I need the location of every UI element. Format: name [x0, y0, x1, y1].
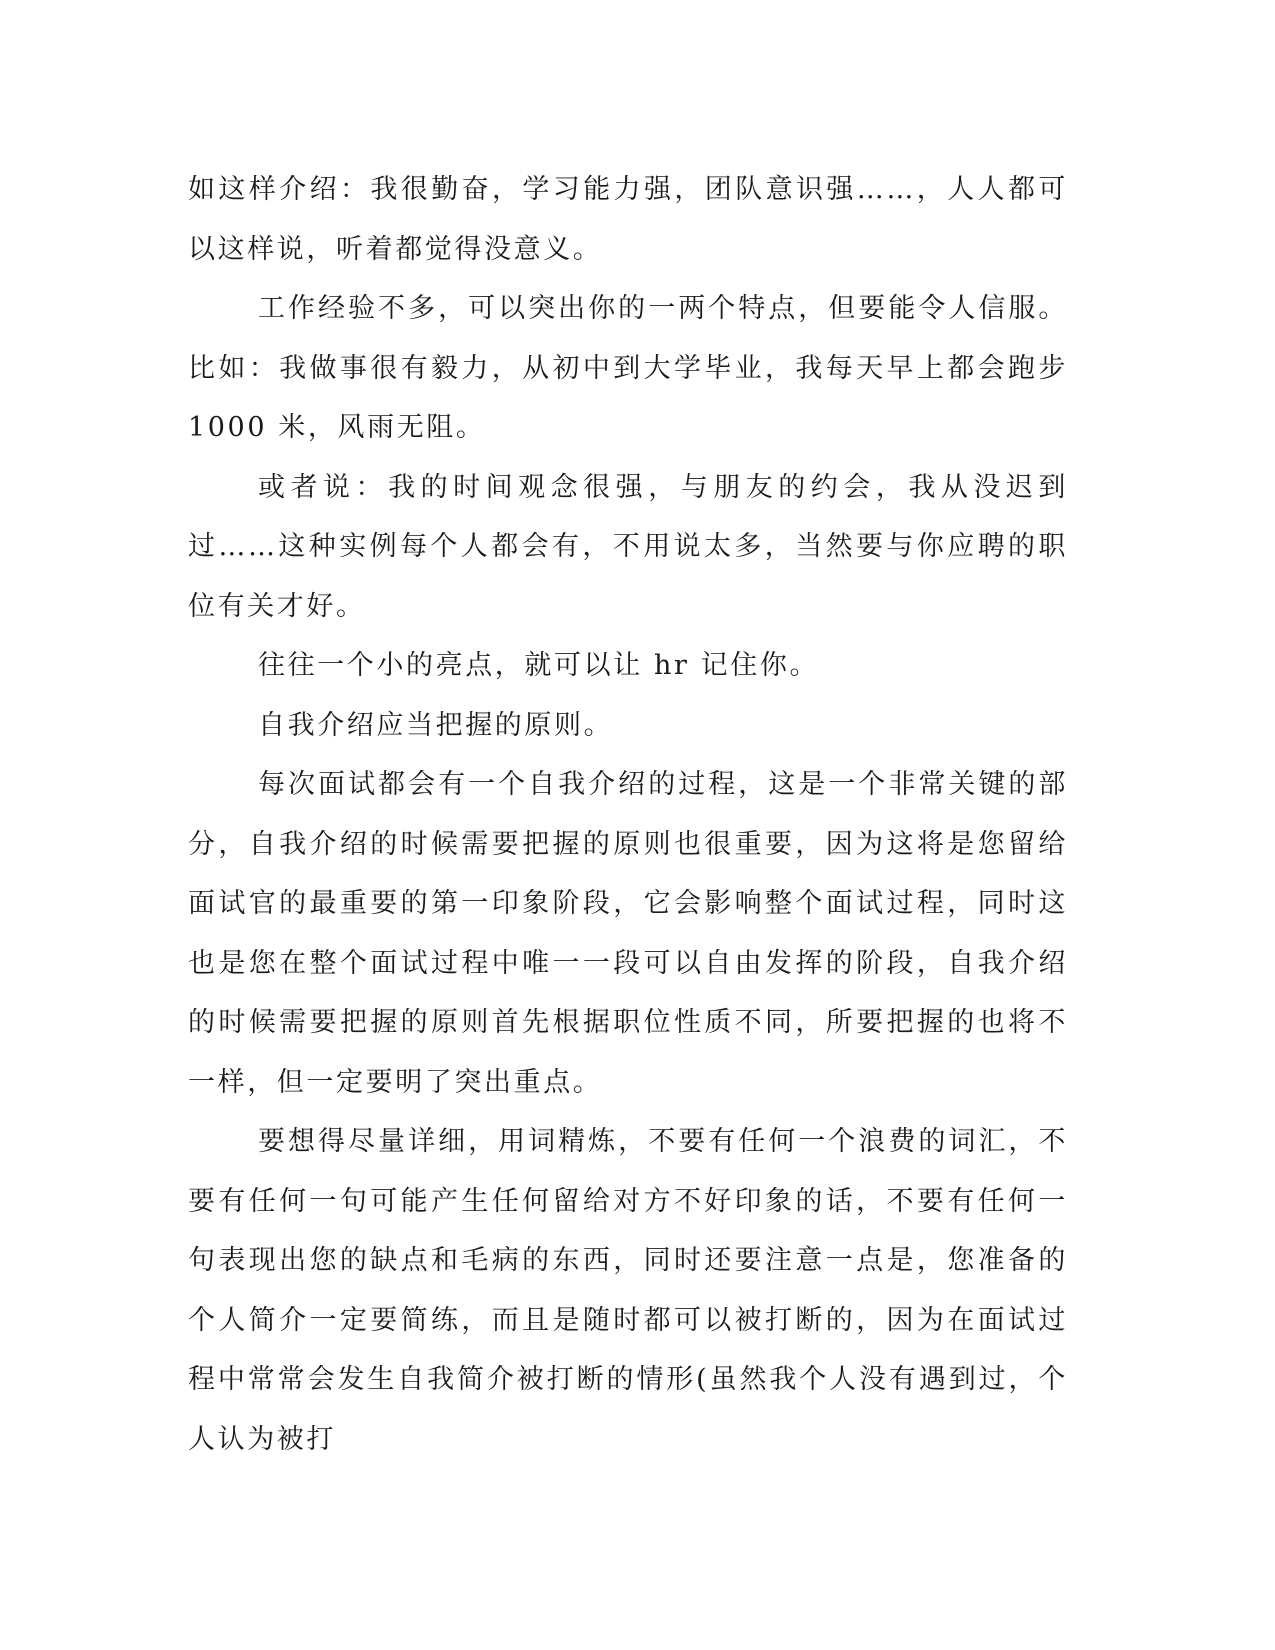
- body-text: [188, 160, 1068, 1469]
- paragraph-6: 每次面试都会有一个自我介绍的过程，这是一个非常关键的部分，自我介绍的时候需要把握的原则也很重要，因为这将是您留给面试官的最重要的第一印象阶段，它会影响整个面试过程，同时这也是您在整个面试过程中唯一一段可以自由发挥的阶段，自我介绍的时候需要把握的原则首先根据职位性质不同，所要把握的也将不一样，但一定要明了突出重点。: [188, 769, 1068, 1098]
- paragraph-5-heading: 自我介绍应当把握的原则。: [258, 709, 614, 741]
- paragraph-2: 工作经验不多，可以突出你的一两个特点，但要能令人信服。比如：我做事很有毅力，从初中到大学毕业，我每天早上都会跑步 1000 米，风雨无阻。: [188, 293, 1068, 443]
- paragraph-4: 往往一个小的亮点，就可以让 hr 记住你。: [258, 650, 820, 681]
- paragraph-7: 要想得尽量详细，用词精炼，不要有任何一个浪费的词汇，不要有任何一句可能产生任何留给对方不好印象的话，不要有任何一句表现出您的缺点和毛病的东西，同时还要注意一点是，您准备的个人简介一定要简练，而且是随时都可以被打断的，因为在面试过程中常常会发生自我简介被打断的情形(虽然我个人没有遇到过，个人认为被打: [188, 1126, 1068, 1455]
- paragraph-3: 或者说：我的时间观念很强，与朋友的约会，我从没迟到过……这种实例每个人都会有，不用说太多，当然要与你应聘的职位有关才好。: [188, 471, 1068, 622]
- paragraph-1: 如这样介绍：我很勤奋，学习能力强，团队意识强……，人人都可以这样说，听着都觉得没意义。: [188, 174, 1068, 265]
